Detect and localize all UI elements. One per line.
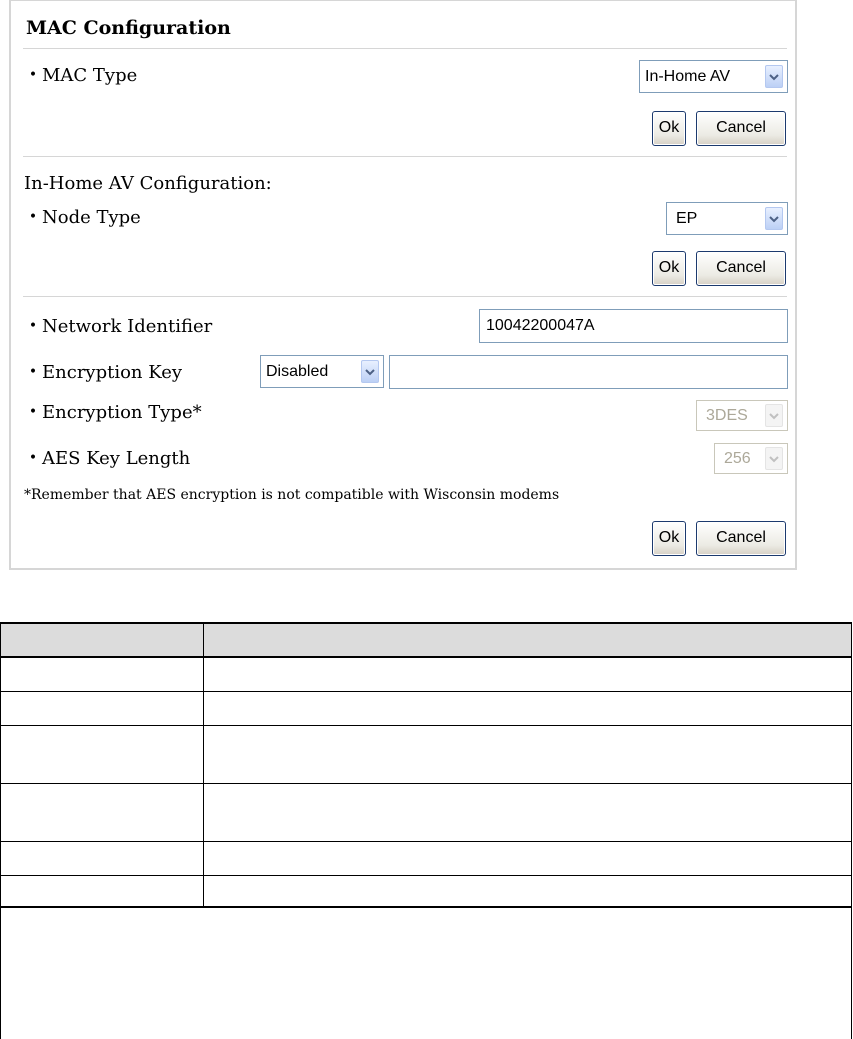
chevron-down-icon[interactable] [361,360,379,383]
table-header-cell [1,623,204,657]
divider [23,296,787,297]
network-identifier-input[interactable]: 10042200047A [479,309,788,343]
chevron-down-icon[interactable] [765,65,783,88]
panel-title: MAC Configuration [26,17,231,39]
table-row [1,841,852,875]
av-section-heading: In-Home AV Configuration: [24,173,272,194]
table-row [1,783,852,841]
table-cell [1,691,204,725]
table-cell [1,725,204,783]
table-row [1,657,852,691]
divider [23,48,787,49]
node-type-label: • Node Type [24,207,141,228]
mac-ok-button[interactable]: Ok [652,111,686,146]
table-cell [1,657,204,691]
table-cell [204,725,852,783]
encryption-type-label: • Encryption Type* [24,402,202,423]
table-cell [1,783,204,841]
node-type-select[interactable]: EP [666,202,788,235]
network-ok-button[interactable]: Ok [652,521,686,556]
table-cell [204,691,852,725]
chevron-down-icon[interactable] [765,404,783,427]
mac-configuration-panel [9,0,797,570]
aes-key-length-label: • AES Key Length [24,448,190,469]
table-header-cell [204,623,852,657]
aes-compatibility-footnote: *Remember that AES encryption is not compatible with Wisconsin modems [24,487,560,503]
aes-key-length-select[interactable]: 256 [714,443,788,474]
table-cell [204,841,852,875]
chevron-down-icon[interactable] [765,447,783,470]
bullet-icon: • [28,67,38,83]
chevron-down-icon[interactable] [765,207,783,230]
network-identifier-label: • Network Identifier [24,316,212,337]
encryption-key-mode-select[interactable]: Disabled [260,355,384,388]
mac-cancel-button[interactable]: Cancel [696,111,786,146]
bullet-icon: • [28,404,38,420]
table-header-row [1,623,852,657]
network-cancel-button[interactable]: Cancel [696,521,786,556]
encryption-type-select[interactable]: 3DES [696,400,788,431]
av-ok-button[interactable]: Ok [652,251,686,286]
divider [23,156,787,157]
table-cell [204,783,852,841]
bullet-icon: • [28,364,38,380]
description-table [0,622,852,908]
av-cancel-button[interactable]: Cancel [696,251,786,286]
bullet-icon: • [28,209,38,225]
encryption-key-input[interactable] [389,355,788,389]
table-row [1,691,852,725]
table-cell [204,657,852,691]
bullet-icon: • [28,318,38,334]
table-row [1,725,852,783]
bullet-icon: • [28,450,38,466]
mac-type-select[interactable]: In-Home AV [639,60,788,93]
table-cell [1,841,204,875]
mac-type-label: • MAC Type [24,65,137,86]
table-note-box [0,880,852,1039]
encryption-key-label: • Encryption Key [24,362,182,383]
